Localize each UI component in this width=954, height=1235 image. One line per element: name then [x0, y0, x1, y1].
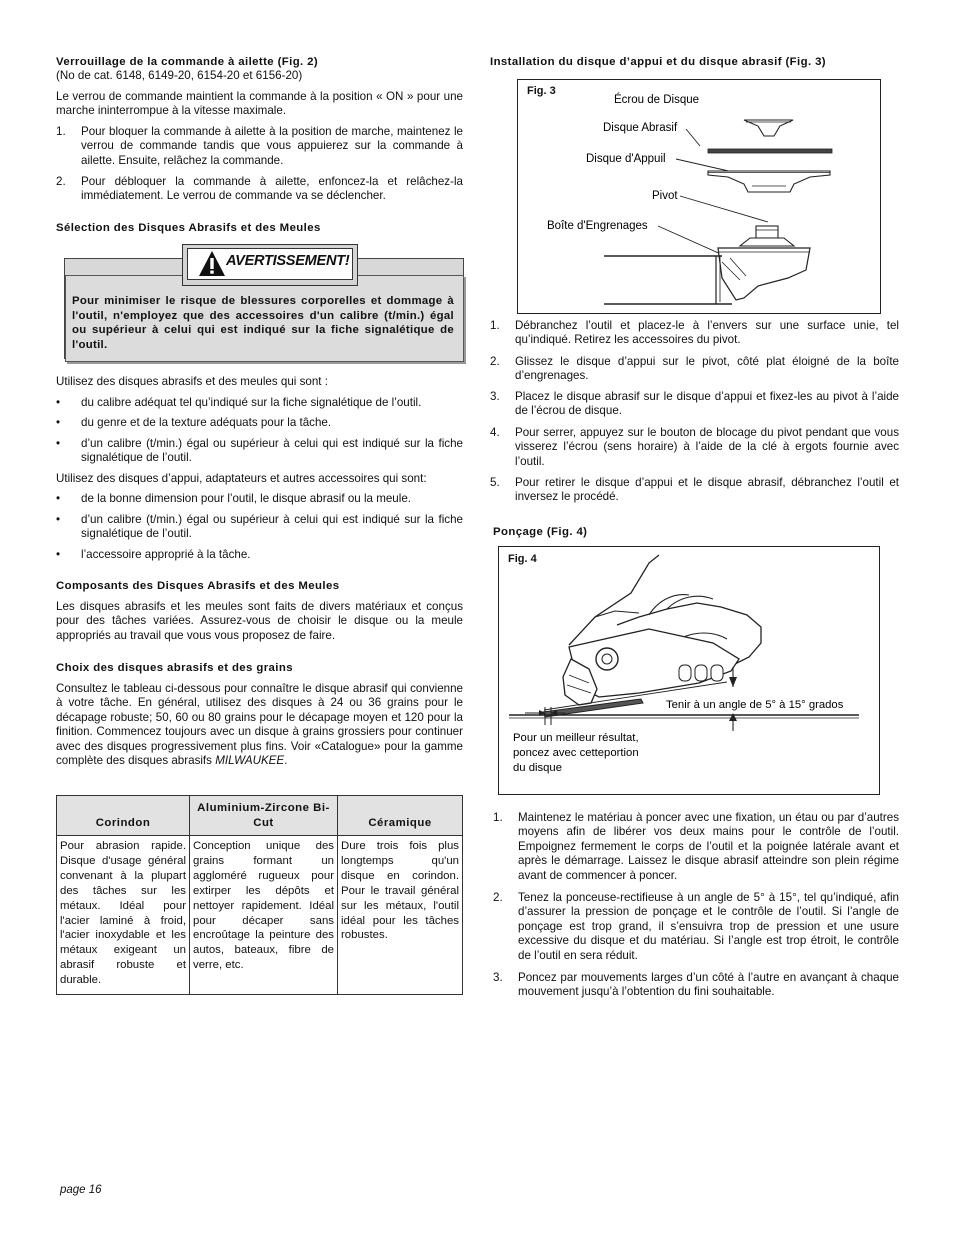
- install-item-text: Débranchez l’outil et placez-le à l’envers sur une surface unie, tel qu’indiqué. Retirez les accessoires du pivot.: [515, 319, 899, 347]
- install-item-text: Pour serrer, appuyez sur le bouton de blocage du pivot pendant que vous visserez l’écrou (sens horaire) à l’aide de la clé à ergots fournie avec l’outil.: [515, 426, 899, 468]
- page-number: page 16: [60, 1184, 102, 1196]
- install-item-number: 2.: [490, 355, 500, 368]
- table-header: Céramique: [338, 796, 463, 836]
- sanding-item-number: 2.: [493, 891, 503, 904]
- fig3-label-backing: Disque d'Appuil: [586, 153, 666, 165]
- install-item-4: [490, 426, 899, 471]
- fig-4-label: Fig. 4: [508, 553, 537, 565]
- choice-body: Consultez le tableau ci-dessous pour connaître le disque abrasif qui convienne à votre tâche. En général, utilisez des disques à 24 ou 36 grains pour le décapage robuste; 50, 60 ou 80 grains pour le décapage moyen et 120 pour la finition. Commencez toujours avec un disque à grains grossiers pour continuer avec des disques progressivement plus fins. Voir «Catalogue» pour la gamme complète des disques abrasifs: [56, 682, 463, 768]
- lock-item-1-number: 1.: [56, 125, 66, 138]
- install-item-text: Glissez le disque d’appui sur le pivot, côté plat éloigné de la boîte d’engrenages.: [515, 355, 899, 383]
- disc-assembly-diagram: [518, 80, 880, 313]
- fig4-best-label-3: du disque: [513, 762, 562, 774]
- sanding-item-2: [493, 891, 899, 966]
- install-item-1: [490, 319, 899, 349]
- fig4-best-label-2: poncez avec cetteportion: [513, 747, 639, 759]
- sanding-title: Ponçage (Fig. 4): [493, 526, 588, 538]
- fig3-label-nut: Écrou de Disque: [614, 94, 700, 106]
- table-cell: Conception unique des grains formant un aggloméré rugueux pour extirper les dépôts et nettoyer rapidement. Idéal pour décaper sans encroûtage la peinture des autos, bateaux, fibre de verre, etc.: [190, 836, 338, 995]
- figure-3: [517, 79, 881, 314]
- table-header: Corindon: [57, 796, 190, 836]
- fig4-angle-label: Tenir à un angle de 5° à 15° grados: [666, 699, 844, 711]
- use-intro: Utilisez des disques abrasifs et des meules qui sont :: [56, 375, 328, 388]
- fig4-best-label-1: Pour un meilleur résultat,: [513, 732, 639, 744]
- use-bullet-3: [56, 437, 463, 467]
- install-item-number: 4.: [490, 426, 500, 439]
- sanding-item-3: [493, 971, 899, 1001]
- install-item-number: 1.: [490, 319, 500, 332]
- fig3-label-pivot: Pivot: [652, 190, 678, 202]
- accessories-intro: Utilisez des disques d’appui, adaptateurs et autres accessoires qui sont:: [56, 472, 427, 485]
- lock-item-2-text: Pour débloquer la commande à ailette, enfoncez-la et relâchez-la immédiatement. Le verrou de commande va se déclencher.: [81, 175, 463, 203]
- table-cell: Dure trois fois plus longtemps qu'un disque en corindon. Pour le travail général sur les métaux, l'outil idéal pour les tâches robustes.: [338, 836, 463, 995]
- use-bullet-text: du genre et de la texture adéquats pour la tâche.: [81, 416, 332, 429]
- fig3-label-gearbox: Boîte d'Engrenages: [547, 220, 648, 232]
- table-header: Aluminium-Zircone Bi-Cut: [190, 796, 338, 836]
- lock-item-2-number: 2.: [56, 175, 66, 188]
- bullet-mark: •: [56, 492, 61, 505]
- sanding-item-1: [493, 811, 899, 886]
- warning-text: Pour minimiser le risque de blessures corporelles et dommage à l'outil, n'employez que des accessoires d'un calibre (t/min.) égal ou supérieur à celui qui est indiqué sur la fiche signalétique de l'outil.: [72, 295, 454, 351]
- sanding-item-text: Tenez la ponceuse-rectifieuse à un angle de 5° à 15°, tel qu’indiqué, afin d’assurer la pression de ponçage et le contrôle de l’outil. Si l’angle de ponçage est trop grand, il s’ensuivra trop de pression et une usure excessive du disque et du matériau. Si l’angle est trop étroit, le contrôle de l’outil en sera réduit.: [518, 891, 899, 962]
- components-text: Les disques abrasifs et les meules sont faits de divers matériaux et conçus pour des tâches variées. Assurez-vous de choisir le disque ou la meule appropriés au travail que vous vous proposez de faire.: [56, 600, 463, 642]
- sanding-diagram: [499, 547, 879, 794]
- install-item-number: 3.: [490, 390, 500, 403]
- install-item-text: Pour retirer le disque d’appui et le disque abrasif, débranchez l’outil et inversez le procédé.: [515, 476, 899, 504]
- install-item-3: [490, 390, 899, 420]
- install-item-5: [490, 476, 899, 506]
- acc-bullet-text: l’accessoire approprié à la tâche.: [81, 548, 251, 561]
- bullet-mark: •: [56, 437, 61, 450]
- use-bullet-text: d’un calibre (t/min.) égal ou supérieur à celui qui est indiqué sur la fiche signalétique de l’outil.: [81, 437, 463, 465]
- bullet-mark: •: [56, 416, 61, 429]
- use-bullet-text: du calibre adéquat tel qu’indiqué sur la fiche signalétique de l’outil.: [81, 396, 422, 409]
- fig3-label-abrasive: Disque Abrasif: [603, 122, 678, 134]
- acc-bullet-text: d’un calibre (t/min.) égal ou supérieur à celui qui est indiqué sur la fiche signalétique de l’outil.: [81, 513, 463, 541]
- lock-item-1: [56, 125, 463, 170]
- warning-label-box: [187, 248, 353, 280]
- table-cell: Pour abrasion rapide. Disque d'usage général convenant à la plupart des tâches sur les métaux. Idéal pour l'acier laminé à froid, l'acier inoxydable et les métaux exigeant un abrasif robuste et durable.: [57, 836, 190, 995]
- choice-text: [56, 682, 463, 768]
- install-item-text: Placez le disque abrasif sur le disque d’appui et fixez-les au pivot à l’aide de l’écrou de disque.: [515, 390, 899, 418]
- bullet-mark: •: [56, 396, 61, 409]
- figure-4: [498, 546, 880, 795]
- lock-title: Verrouillage de la commande à ailette (Fig. 2): [56, 56, 319, 68]
- install-item-2: [490, 355, 899, 385]
- lock-intro: Le verrou de commande maintient la commande à la position « ON » pour une marche ininterrompue à la vitesse maximale.: [56, 90, 463, 118]
- lock-item-2: [56, 175, 463, 205]
- bullet-mark: •: [56, 513, 61, 526]
- install-title: Installation du disque d’appui et du disque abrasif (Fig. 3): [490, 56, 826, 68]
- abrasive-table: [56, 795, 463, 995]
- brand-name: MILWAUKEE: [215, 754, 285, 768]
- fig-3-label: Fig. 3: [527, 85, 556, 97]
- components-title: Composants des Disques Abrasifs et des Meules: [56, 580, 340, 592]
- sanding-item-text: Maintenez le matériau à poncer avec une fixation, un étau ou par d’autres moyens afin de libérer vos deux mains pour le contrôle de l’outil. Empoignez fermement le corps de l’outil et la poignée latérale avant et après le démarrage. Laissez le disque abrasif atteindre son plein régime avant de commencer à poncer.: [518, 811, 899, 882]
- lock-item-1-text: Pour bloquer la commande à ailette à la position de marche, maintenez le verrou de commande tandis que vous appuierez sur la commande à ailette. Ensuite, relâchez la commande.: [81, 125, 463, 167]
- sanding-item-text: Poncez par mouvements larges d’un côté à l’autre en avançant à chaque mouvement jusqu’à l’obtention du fini souhaitable.: [518, 971, 899, 999]
- sanding-item-number: 1.: [493, 811, 503, 824]
- use-bullet-2: [56, 416, 463, 431]
- sanding-item-number: 3.: [493, 971, 503, 984]
- acc-bullet-text: de la bonne dimension pour l’outil, le disque abrasif ou la meule.: [81, 492, 411, 505]
- bullet-mark: •: [56, 548, 61, 561]
- selection-title: Sélection des Disques Abrasifs et des Meules: [56, 222, 321, 234]
- table-row: [57, 836, 463, 995]
- choice-end: .: [284, 754, 288, 768]
- choice-title: Choix des disques abrasifs et des grains: [56, 662, 293, 674]
- warning-icon: [198, 249, 226, 277]
- acc-bullet-3: [56, 548, 463, 563]
- use-bullet-1: [56, 396, 463, 411]
- lock-subtitle: (No de cat. 6148, 6149-20, 6154-20 et 6156-20): [56, 69, 303, 82]
- acc-bullet-1: [56, 492, 463, 507]
- warning-label: AVERTISSEMENT!: [226, 253, 350, 269]
- install-item-number: 5.: [490, 476, 500, 489]
- acc-bullet-2: [56, 513, 463, 543]
